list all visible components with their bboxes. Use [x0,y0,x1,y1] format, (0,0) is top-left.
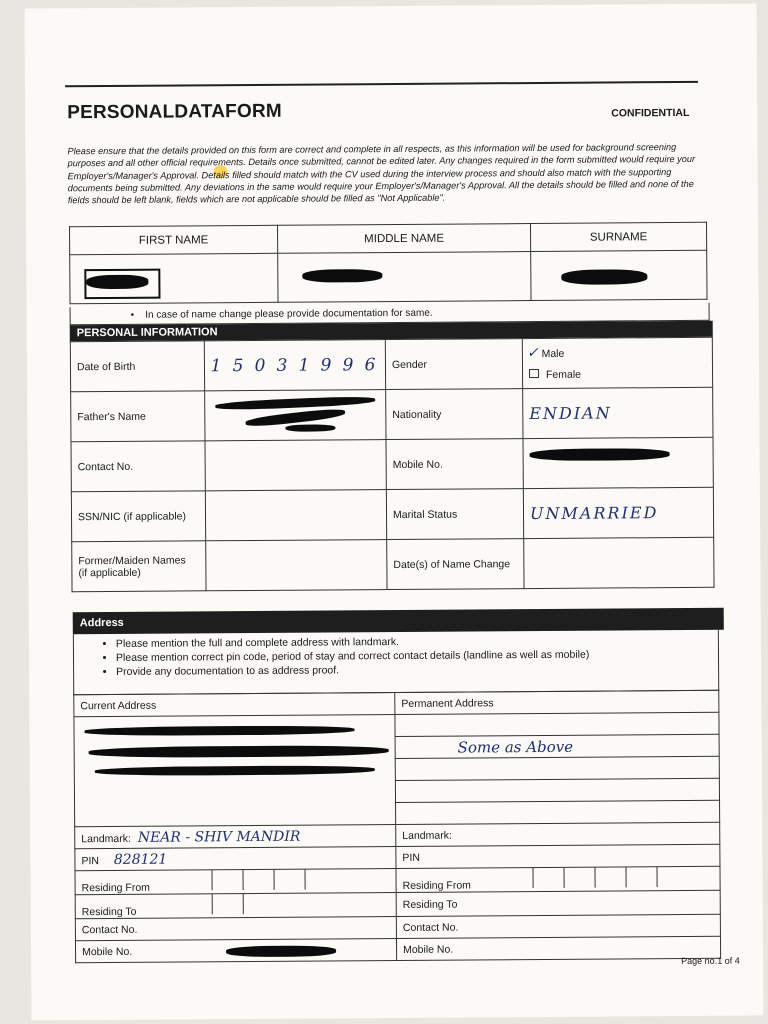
middle-name-header: MIDDLE NAME [277,224,530,254]
date-box[interactable] [273,870,304,890]
dob-digit: 6 [364,354,376,375]
current-landmark-field[interactable] [75,824,396,848]
permanent-residing-from-label: Residing From [402,879,471,892]
permanent-address-value: Some as Above [457,737,574,757]
dob-digit: 0 [254,355,266,376]
nationality-field[interactable] [523,387,713,438]
redaction [302,269,382,283]
top-rule [65,81,698,87]
female-checkbox[interactable] [529,369,539,378]
current-pin-label: PIN [81,854,99,867]
permanent-address-label: Permanent Address [395,690,719,714]
mobile-no-label: Mobile No. [386,439,523,490]
current-contact-field[interactable] [75,916,396,940]
name-change-note: • In case of name change please provide documentation for same. [70,303,710,325]
name-change-date-label: Date(s) of Name Change [387,539,524,590]
name-change-note-text: In case of name change please provide documentation for same. [145,307,433,321]
redaction [561,269,647,285]
contact-no-label: Contact No. [71,441,205,492]
current-pin-value: 828121 [113,851,168,868]
nationality-label: Nationality [386,389,523,440]
father-name-field[interactable] [205,390,386,441]
current-landmark-value: NEAR - SHIV MANDIR [137,828,301,846]
surname-field[interactable] [531,250,707,300]
dob-label: Date of Birth [70,341,204,392]
former-names-label [72,541,206,592]
male-checkbox[interactable]: ✓ [526,344,539,362]
dob-digit: 9 [342,354,354,375]
current-residing-to-field[interactable] [75,892,396,918]
marital-status-value: UNMARRIED [529,503,659,524]
address-note: • Please mention correct pin code, period of stay and correct contact details (landline as well as mobile) [116,648,718,664]
permanent-mobile-label: Mobile No. [403,943,454,956]
intro-paragraph: Please ensure that the details provided on this form are correct and complete in all respects, as this information will be used for background screening purposes and all other official requirements. Details once submitted, cannot be edited later. Any changes required in the form submitted would require your Employer's/Manager's Approval. Details filled should match with the CV used during the interview process and should also match with the supporting documents being submitted. Any deviations in the same would require your Employer's/Manager's Approval. All the details should be filled and none of the fields should be left blank, fields which are not applicable should be filled as "Not Applicable". [67,142,696,206]
permanent-address-line[interactable] [395,778,719,802]
former-names-label-line2: (if applicable) [78,566,141,579]
current-residing-from-label: Residing From [81,881,150,895]
date-box[interactable] [243,894,274,914]
redaction [215,395,375,411]
current-address-field[interactable] [74,714,396,826]
current-contact-label: Contact No. [81,923,138,936]
first-name-field[interactable] [70,253,278,303]
father-name-label: Father's Name [71,391,205,442]
permanent-address-line[interactable] [396,800,720,824]
permanent-landmark-label: Landmark: [402,829,452,842]
permanent-residing-from-field[interactable] [396,866,720,892]
date-box[interactable] [594,867,625,887]
former-names-label-line1: Former/Maiden Names [78,553,186,567]
middle-name-field[interactable] [278,252,531,303]
address-note: • Provide any documentation to as address proof. [116,662,718,678]
current-pin-field[interactable] [75,846,396,870]
current-landmark-label: Landmark: [81,832,131,845]
ssn-field[interactable] [205,490,386,541]
current-address-label: Current Address [74,692,395,716]
date-box[interactable] [563,868,594,888]
dob-digits [205,340,385,390]
personal-info-table [70,337,715,592]
section-address: Address [73,608,724,635]
address-table [73,690,721,964]
redaction [86,275,148,289]
nationality-value: ENDIAN [529,403,612,424]
surname-header: SURNAME [530,222,706,251]
gender-field [522,337,712,388]
address-note: • Please mention the full and complete address with landmark. [116,634,718,650]
current-residing-to-label: Residing To [81,905,137,919]
permanent-residing-to-field[interactable] [396,890,720,916]
marital-status-label: Marital Status [386,489,523,540]
mobile-no-field[interactable] [523,437,713,488]
permanent-pin-label: PIN [402,851,420,864]
redaction [84,725,354,736]
permanent-pin-field[interactable] [396,844,720,868]
date-box[interactable] [656,867,687,887]
form-page [24,3,763,1020]
date-box[interactable] [212,894,243,914]
contact-no-field[interactable] [205,440,386,491]
section-personal-information: PERSONAL INFORMATION [70,321,713,341]
form-title: PERSONALDATAFORM [67,100,282,124]
date-box[interactable] [242,870,273,890]
current-residing-from-field[interactable] [75,868,396,894]
female-label: Female [545,368,582,381]
dob-digit: 5 [232,355,244,376]
first-name-header: FIRST NAME [70,225,278,254]
name-change-date-field[interactable] [524,537,714,588]
name-table [69,222,708,304]
address-notes [73,630,719,696]
dob-digit: 1 [210,355,222,376]
former-names-field[interactable] [206,540,387,591]
dob-digit: 9 [320,354,332,376]
permanent-address-line[interactable] [395,734,719,758]
redaction [89,745,389,758]
date-box[interactable] [625,867,656,887]
confidential-label: CONFIDENTIAL [611,106,690,120]
dob-field[interactable] [204,340,385,391]
male-option[interactable] [527,345,565,361]
redaction [95,765,375,776]
current-mobile-label: Mobile No. [82,945,133,958]
current-mobile-field[interactable] [75,938,396,962]
permanent-contact-field[interactable] [396,914,720,938]
date-box[interactable] [532,868,563,888]
permanent-address-line[interactable] [395,756,719,780]
gender-label: Gender [385,339,522,390]
dob-digit: 1 [298,355,310,376]
date-box[interactable] [211,870,242,890]
permanent-residing-to-label: Residing To [402,898,458,911]
marital-status-field[interactable] [523,487,713,538]
permanent-address-line[interactable] [395,712,719,736]
redaction [530,448,670,461]
redaction [226,945,336,957]
ssn-label: SSN/NIC (if applicable) [71,491,205,542]
date-box[interactable] [304,869,335,889]
permanent-contact-label: Contact No. [402,921,459,934]
male-label: Male [541,347,565,360]
dob-digit: 3 [276,355,288,376]
permanent-mobile-field[interactable] [396,936,720,960]
redaction [285,424,335,431]
female-option[interactable] [529,369,581,381]
permanent-landmark-field[interactable] [396,822,720,846]
page-number: Page no.1 of 4 [681,955,740,967]
